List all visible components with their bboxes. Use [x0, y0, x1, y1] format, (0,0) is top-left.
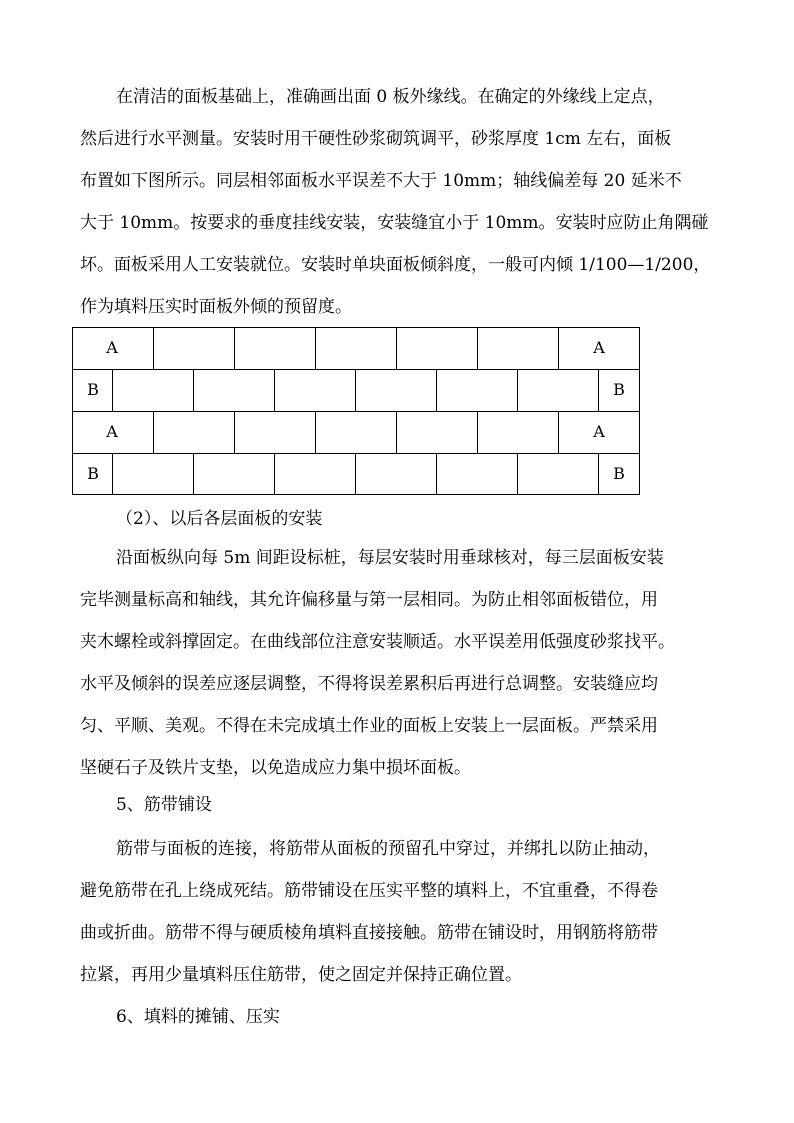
panel-grid-lines	[72, 327, 642, 497]
paragraph-line: 完毕测量标高和轴线，其允许偏移量与第一层相同。为防止相邻面板错位，用	[80, 590, 658, 610]
paragraph-line: 在清洁的面板基础上，准确画出面 0 板外缘线。在确定的外缘线上定点，	[116, 87, 665, 107]
intro-paragraph	[80, 76, 720, 328]
panel-label-row4-right: B	[613, 464, 625, 483]
paragraph-line: 水平及倾斜的误差应逐层调整，不得将误差累积后再进行总调整。安装缝应均	[80, 674, 658, 694]
paragraph-line: 布置如下图所示。同层相邻面板水平误差不大于 10mm；轴线偏差每 20 延米不	[80, 171, 682, 191]
paragraph-line: 然后进行水平测量。安装时用干硬性砂浆砌筑调平，砂浆厚度 1cm 左右，面板	[80, 129, 672, 149]
section-6-heading: 6、填料的摊铺、压实	[116, 1007, 280, 1027]
paragraph-line: 避免筋带在孔上绕成死结。筋带铺设在压实平整的填料上，不宜重叠，不得卷	[80, 881, 658, 901]
panel-label-row3-left: A	[106, 422, 118, 441]
paragraph-line: 匀、平顺、美观。不得在未完成填土作业的面板上安装上一层面板。严禁采用	[80, 716, 658, 736]
panel-label-row2-left: B	[87, 380, 99, 399]
paragraph-line: 筋带与面板的连接，将筋带从面板的预留孔中穿过，并绑扎以防止抽动，	[116, 839, 660, 859]
panel-label-row1-left: A	[106, 338, 118, 357]
paragraph-line: 曲或折曲。筋带不得与硬质棱角填料直接接触。筋带在铺设时，用钢筋将筋带	[80, 923, 658, 943]
panel-label-row3-right: A	[593, 422, 605, 441]
paragraph-line: 作为填料压实时面板外倾的预留度。	[80, 297, 352, 317]
paragraph-line: 大于 10mm。按要求的垂度挂线安装，安装缝宜小于 10mm。安装时应防止角隅碰	[80, 213, 709, 233]
section-2-paragraph	[80, 537, 720, 789]
panel-label-row4-left: B	[87, 464, 99, 483]
panel-layout-diagram	[72, 327, 640, 495]
section-5-paragraph	[80, 828, 720, 996]
section-2-heading: （2）、以后各层面板的安装	[116, 509, 323, 529]
panel-label-row2-right: B	[613, 380, 625, 399]
paragraph-line: 坚硬石子及铁片支垫，以免造成应力集中损坏面板。	[80, 758, 471, 778]
panel-label-row1-right: A	[593, 338, 605, 357]
section-5-heading: 5、筋带铺设	[116, 795, 212, 815]
paragraph-line: 沿面板纵向每 5m 间距设标桩，每层安装时用垂球核对，每三层面板安装	[116, 548, 664, 568]
paragraph-line: 夹木螺栓或斜撑固定。在曲线部位注意安装顺适。水平误差用低强度砂浆找平。	[80, 632, 675, 652]
paragraph-line: 拉紧，再用少量填料压住筋带，使之固定并保持正确位置。	[80, 965, 522, 985]
paragraph-line: 坏。面板采用人工安装就位。安装时单块面板倾斜度，一般可内倾 1/100—1/200，	[80, 255, 711, 275]
